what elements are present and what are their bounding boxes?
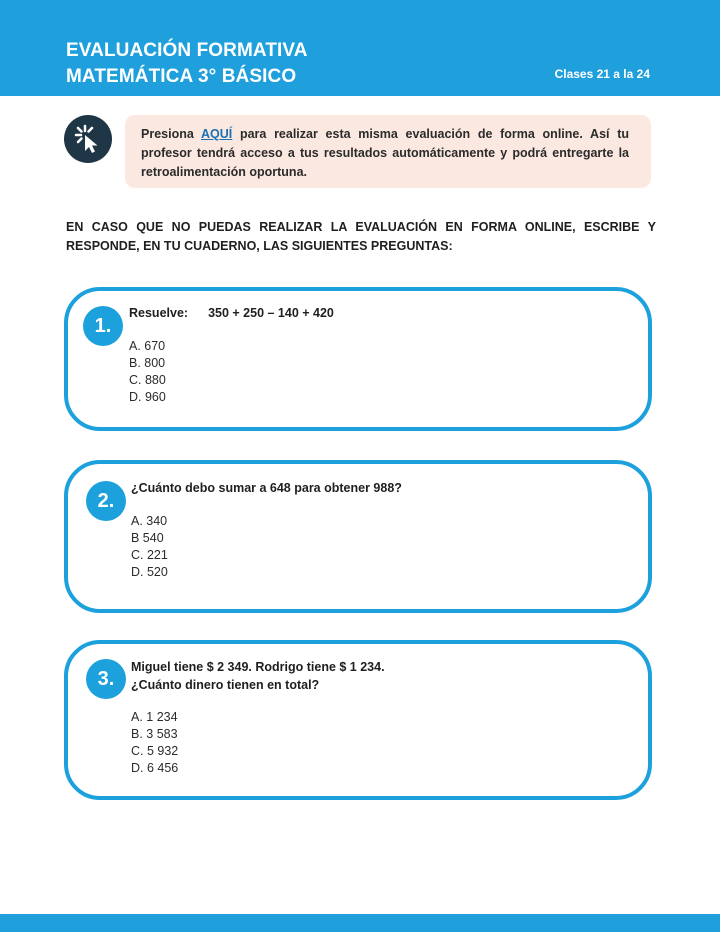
title-line-1: EVALUACIÓN FORMATIVA <box>66 40 308 61</box>
footer-bar <box>0 914 720 932</box>
question-2-options <box>131 513 168 581</box>
option-d: D. 520 <box>131 565 168 579</box>
question-1-prompt <box>129 304 334 322</box>
question-1-expression: 350 + 250 – 140 + 420 <box>208 306 334 320</box>
option-d: D. 6 456 <box>131 761 179 775</box>
option-c: C. 221 <box>131 548 168 562</box>
option-c: C. 880 <box>129 373 166 387</box>
instructions-text: EN CASO QUE NO PUEDAS REALIZAR LA EVALUACIÓN EN FORMA ONLINE, ESCRIBE Y RESPONDE, EN TU CUADERNO, LAS SIGUIENTES PREGUNTAS: <box>66 220 656 253</box>
question-3-line-1: Miguel tiene $ 2 349. Rodrigo tiene $ 1 234. <box>131 660 385 674</box>
cursor-click-icon <box>64 115 112 163</box>
option-b: B. 800 <box>129 356 166 370</box>
online-notice <box>125 115 651 188</box>
online-link[interactable]: AQUÍ <box>201 127 233 141</box>
question-3-line-2: ¿Cuánto dinero tienen en total? <box>131 678 320 692</box>
option-a: A. 340 <box>131 514 168 528</box>
option-b: B 540 <box>131 531 164 545</box>
notice-text-after: para realizar esta misma evaluación de forma online. Así tu profesor tendrá acceso a tus resultados automáticamente y podrá entregarte la retroalimentación oportuna. <box>141 127 629 179</box>
option-a: A. 1 234 <box>131 710 178 724</box>
question-number-1: 1. <box>83 306 123 346</box>
notice-text-before: Presiona <box>141 127 202 141</box>
header-banner <box>0 0 720 96</box>
option-c: C. 5 932 <box>131 744 179 758</box>
question-3-prompt <box>131 658 385 694</box>
option-b: B. 3 583 <box>131 727 178 741</box>
option-d: D. 960 <box>129 390 166 404</box>
question-number-3: 3. <box>86 659 126 699</box>
question-3-options <box>131 709 178 777</box>
page-title <box>66 38 308 90</box>
title-line-2: MATEMÁTICA 3° BÁSICO <box>66 66 297 87</box>
classes-label: Clases 21 a la 24 <box>554 67 650 81</box>
option-a: A. 670 <box>129 339 166 353</box>
question-2-prompt: ¿Cuánto debo sumar a 648 para obtener 988? <box>131 481 402 495</box>
question-1-options <box>129 338 166 406</box>
question-number-2: 2. <box>86 481 126 521</box>
question-1-label: Resuelve: <box>129 306 189 320</box>
